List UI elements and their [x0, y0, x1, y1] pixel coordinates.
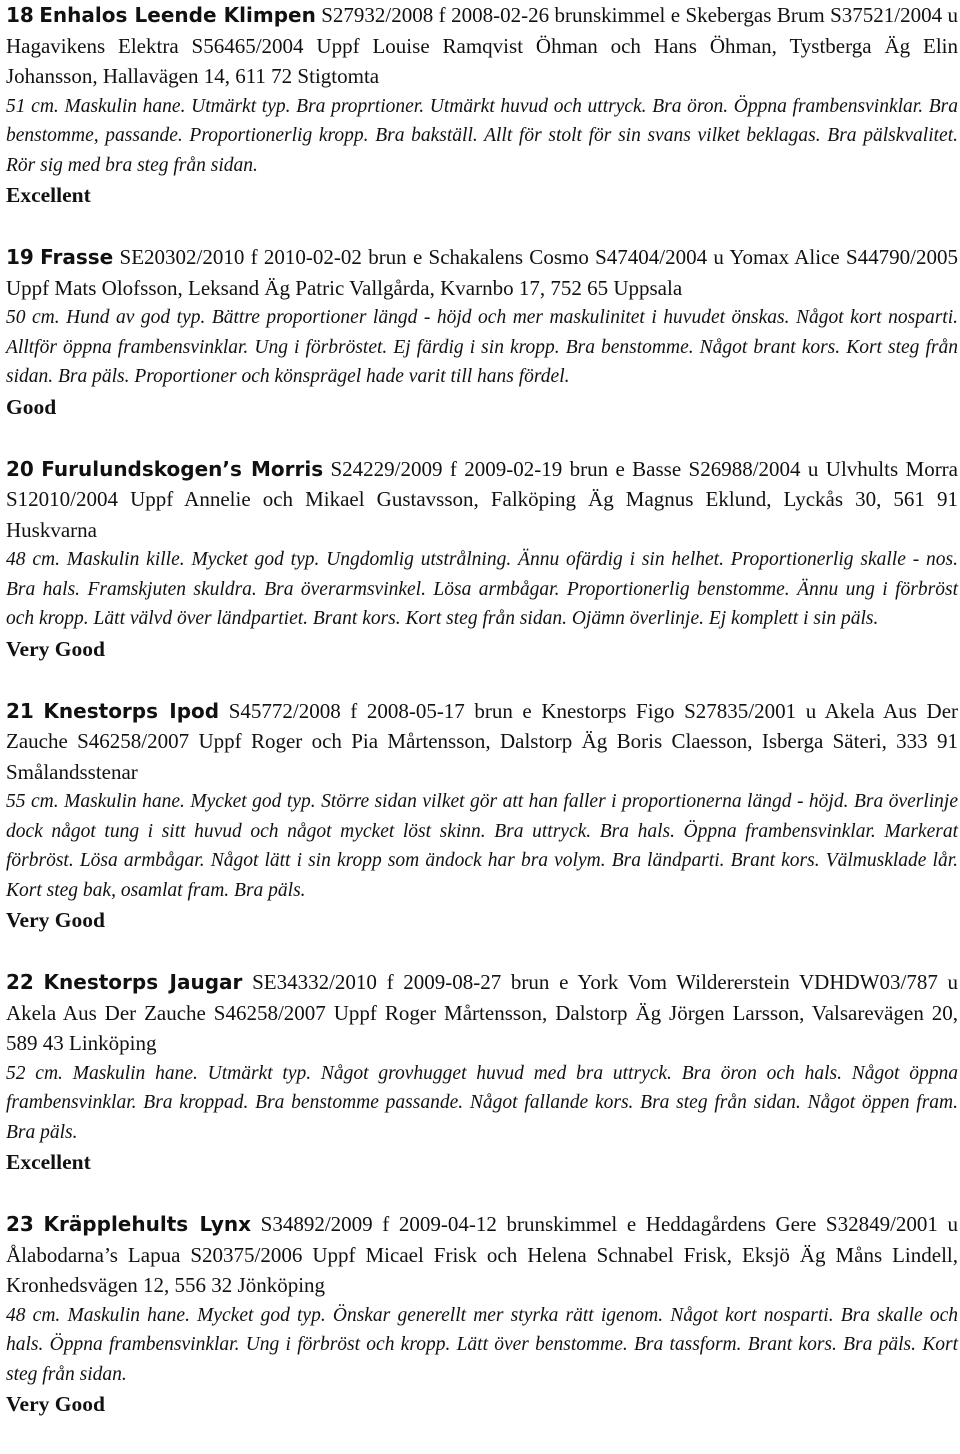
- dog-entry-21: [6, 696, 958, 936]
- entry-header: [6, 696, 958, 788]
- judge-critique: 48 cm. Maskulin hane. Mycket god typ. Önskar generellt mer styrka rätt igenom. Något kort nosparti. Bra skalle och hals. Öppna frambensvinklar. Ung i förbröst och kropp. Lätt över benstomme. Bra tassform. Brant kors. Bra päls. Kort steg från sidan.: [6, 1304, 958, 1385]
- entry-number: 19: [6, 245, 34, 269]
- dog-name: Frasse: [40, 245, 114, 269]
- entry-number: 21: [6, 698, 34, 723]
- entry-number: 20: [6, 456, 34, 481]
- judge-critique: 52 cm. Maskulin hane. Utmärkt typ. Något grovhugget huvud med bra uttryck. Bra öron och hals. Något öppna frambensvinklar. Bra kroppad. Bra benstomme passande. Något fallande kors. Bra steg från sidan. Något öppen fram. Bra päls.: [6, 1062, 958, 1143]
- dog-entry-22: [6, 967, 958, 1177]
- entry-number: 18: [6, 3, 34, 27]
- grade-label: Very Good: [6, 908, 105, 932]
- registration-details: S34892/2009 f 2009-04-12 brunskimmel e Heddagårdens Gere S32849/2001 u Ålabodarna’s Lapua S20375/2006 Uppf Micael Frisk och Helena Schnabel Frisk, Eksjö Äg Måns Lindell, Kronhedsvägen 12, 556 32 Jönköping: [6, 1212, 959, 1297]
- dog-entry-23: [6, 1209, 958, 1419]
- dog-entry-18: [6, 0, 958, 210]
- dog-name: Enhalos Leende Klimpen: [39, 3, 316, 27]
- judge-critique: 51 cm. Maskulin hane. Utmärkt typ. Bra proprtioner. Utmärkt huvud och uttryck. Bra öron. Öppna frambensvinklar. Bra benstomme, passande. Proportionerlig kropp. Bra bakställ. Allt för stolt för sin svans vilket beklagas. Bra pälskvalitet. Rör sig med bra steg från sidan.: [6, 95, 958, 176]
- entry-header: [6, 1209, 958, 1301]
- registration-details: SE34332/2010 f 2009-08-27 brun e York Vom Wildererstein VDHDW03/787 u Akela Aus Der Zauche S46258/2007 Uppf Roger Mårtensson, Dalstorp Äg Jörgen Larsson, Valsarevägen 20, 589 43 Linköping: [6, 970, 959, 1055]
- entry-header: [6, 242, 958, 303]
- registration-details: S45772/2008 f 2008-05-17 brun e Knestorps Figo S27835/2001 u Akela Aus Der Zauche S46258/2007 Uppf Roger och Pia Mårtensson, Dalstorp Äg Boris Claesson, Isberga Säteri, 333 91 Smålandsstenar: [6, 698, 959, 784]
- entry-number: 22: [6, 970, 34, 994]
- entry-header: [6, 454, 958, 546]
- judge-critique: 48 cm. Maskulin kille. Mycket god typ. Ungdomlig utstrålning. Ännu ofärdig i sin helhet. Proportionerlig skalle - nos. Bra hals. Framskjuten skuldra. Bra överarmsvinkel. Lösa armbågar. Proportionerlig benstomme. Ännu ung i förbröst och kropp. Lätt välvd över ländpartiet. Brant kors. Kort steg från sidan. Ojämn överlinje. Ej komplett i sin päls.: [6, 549, 958, 629]
- catalog-page: [6, 0, 958, 1419]
- grade-label: Excellent: [6, 1150, 91, 1174]
- registration-details: S27932/2008 f 2008-02-26 brunskimmel e Skebergas Brum S37521/2004 u Hagavikens Elektra S56465/2004 Uppf Louise Ramqvist Öhman och Hans Öhman, Tystberga Äg Elin Johansson, Hallavägen 14, 611 72 Stigtomta: [6, 3, 958, 88]
- dog-name: Knestorps Ipod: [43, 698, 220, 723]
- registration-details: S24229/2009 f 2009-02-19 brun e Basse S26988/2004 u Ulvhults Morra S12010/2004 Uppf Annelie och Mikael Gustavsson, Falköping Äg Magnus Eklund, Lyckås 30, 561 91 Huskvarna: [6, 456, 958, 542]
- grade-label: Very Good: [6, 636, 105, 661]
- dog-name: Furulundskogen’s Morris: [41, 456, 324, 481]
- dog-name: Kräpplehults Lynx: [43, 1212, 252, 1236]
- dog-entry-19: [6, 242, 958, 422]
- registration-details: SE20302/2010 f 2010-02-02 brun e Schakalens Cosmo S47404/2004 u Yomax Alice S44790/2005 Uppf Mats Olofsson, Leksand Äg Patric Vallgårda, Kvarnbo 17, 752 65 Uppsala: [6, 245, 959, 300]
- grade-label: Very Good: [6, 1392, 105, 1416]
- judge-critique: 50 cm. Hund av god typ. Bättre proportioner längd - höjd och mer maskulinitet i huvudet önskas. Något kort nosparti. Alltför öppna frambensvinklar. Ung i förbröstet. Ej färdig i sin kropp. Bra benstomme. Något brant kors. Kort steg från sidan. Bra päls. Proportioner och könsprägel hade varit till hans fördel.: [6, 307, 958, 387]
- dog-name: Knestorps Jaugar: [43, 970, 243, 994]
- judge-critique: 55 cm. Maskulin hane. Mycket god typ. Större sidan vilket gör att han faller i proportionerna längd - höjd. Bra överlinje dock något tung i sitt huvud och något mycket löst skinn. Bra uttryck. Bra hals. Öppna frambensvinklar. Markerat förbröst. Lösa armbågar. Något lätt i sin kropp som ändock har bra volym. Bra ländparti. Brant kors. Välmusklade lår. Kort steg bak, osamlat fram. Bra päls.: [6, 791, 958, 901]
- grade-label: Good: [6, 394, 57, 419]
- entry-header: [6, 0, 958, 92]
- dog-entry-20: [6, 454, 958, 664]
- entry-header: [6, 967, 958, 1059]
- grade-label: Excellent: [6, 183, 91, 207]
- entry-number: 23: [6, 1212, 34, 1236]
